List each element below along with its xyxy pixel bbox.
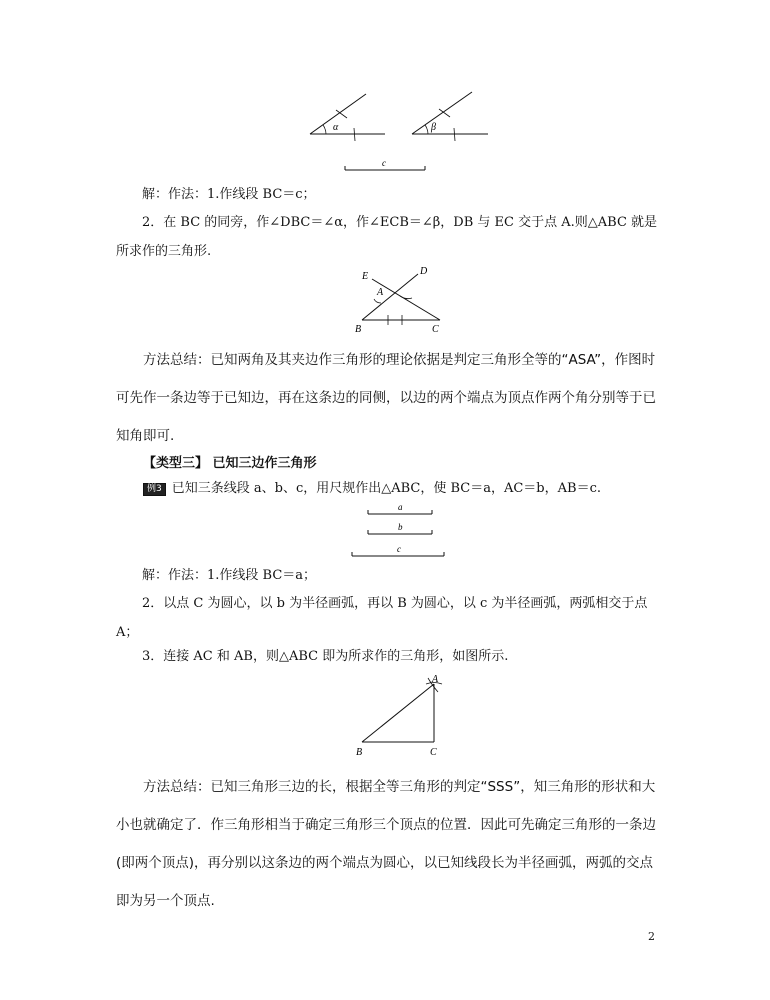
ray-bd	[362, 274, 418, 320]
step1-bc-c: 解：作法：1.作线段 BC＝c；	[142, 187, 316, 202]
segment-b-label: b	[398, 522, 403, 532]
label-b: B	[355, 324, 362, 334]
type3-heading: 【类型三】 已知三边作三角形	[143, 456, 317, 471]
example3-text: 已知三条线段 a、b、c，用尺规作出△ABC，使 BC＝a，AC＝b，AB＝c.	[171, 481, 601, 496]
label-a: A	[377, 287, 384, 298]
figure-asa-triangle	[350, 262, 460, 334]
example3	[143, 478, 601, 500]
segment-a-label: a	[398, 502, 403, 512]
side-ba	[362, 684, 434, 742]
beta-tick-base	[454, 128, 455, 141]
figure-sss-triangle	[348, 672, 453, 760]
step3-connect: 3．连接 AC 和 AB，则△ABC 即为所求作的三角形，如图所示.	[142, 649, 509, 664]
label-b-3: B	[356, 747, 363, 758]
figure-given-segments	[340, 500, 455, 562]
label-c: C	[432, 324, 439, 334]
segment-c-label: c	[382, 158, 386, 168]
step1-bc-a: 解：作法：1.作线段 BC＝a；	[142, 568, 317, 583]
step2-arcs: 2．以点 C 为圆心，以 b 为半径画弧，再以 B 为圆心，以 c 为半径画弧，两弧相交于点 A；	[116, 596, 648, 640]
alpha-tick-base	[354, 128, 355, 141]
label-d: D	[420, 266, 428, 277]
beta-label: β	[431, 122, 436, 133]
method-summary-sss: 方法总结：已知三角形三边的长，根据全等三角形的判定“SSS”，知三角形的形状和大小也就确定了．作三角形相当于确定三角形三个顶点的位置．因此可先确定三角形的一条边(即两个顶点)，再分别以这条边的两个端点为圆心，以已知线段长为半径画弧，两弧的交点即为另一个顶点.	[116, 779, 656, 909]
label-a-3: A	[432, 674, 439, 685]
page-number: 2	[648, 930, 655, 943]
example3-badge: 例3	[143, 483, 166, 496]
beta-arc	[425, 125, 428, 134]
label-c-3: C	[430, 747, 437, 758]
label-e: E	[362, 271, 369, 282]
method-summary-asa: 方法总结：已知两角及其夹边作三角形的理论依据是判定三角形全等的“ASA”，作图时可先作一条边等于已知边，再在这条边的同侧，以边的两个端点为顶点作两个角分别等于已知角即可.	[116, 352, 656, 444]
figure-given-angles	[300, 84, 500, 176]
alpha-arc	[323, 125, 326, 134]
alpha-label: α	[333, 122, 339, 133]
beta-tick-ray	[439, 109, 450, 117]
segment-c-label-2: c	[397, 544, 401, 554]
ray-ce	[372, 279, 440, 320]
step2-angles: 2．在 BC 的同旁，作∠DBC＝∠α，作∠ECB＝∠β，DB 与 EC 交于点 A.则△ABC 就是所求作的三角形.	[116, 215, 658, 259]
beta-ray	[412, 92, 472, 134]
arc-at-b	[374, 299, 381, 303]
